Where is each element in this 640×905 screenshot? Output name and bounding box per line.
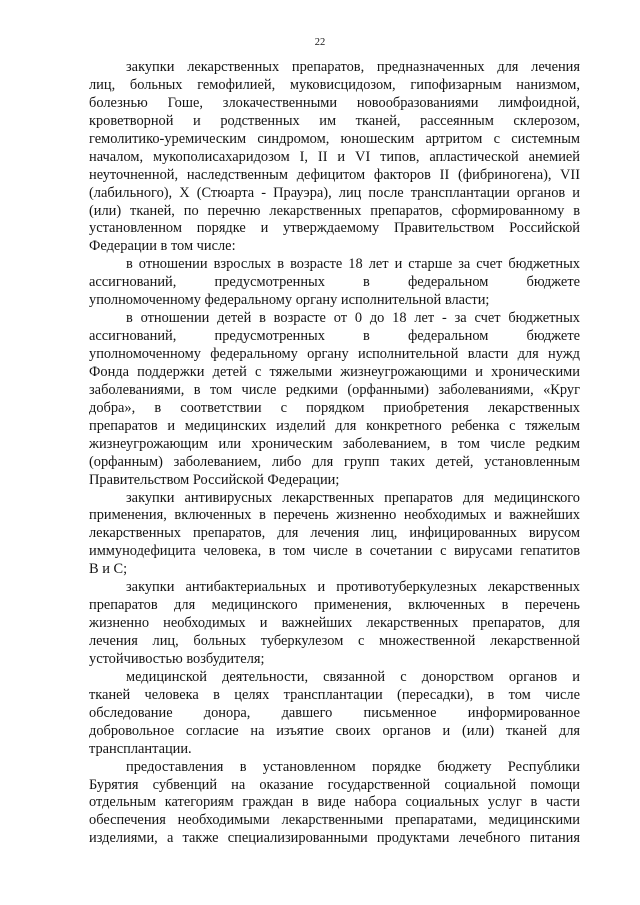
paragraph-3 [89,310,580,489]
text-line: обеспечения необходимыми лекарственными препаратами, медицинскими [89,812,580,829]
text-line: жизненно необходимых и важнейших лекарственных препаратов, для [89,615,580,632]
text-line: лекарственных препаратов, для лечения лиц, инфицированных вирусом [89,525,580,542]
text-line: (лабильного), X (Стюарта - Прауэра), лиц после трансплантации органов и [89,184,580,201]
text-line: закупки антивирусных лекарственных препаратов для медицинского [126,489,580,506]
text-line: тканей человека в целях трансплантации (пересадки), в том числе [89,686,580,703]
text-line: Федерации в том числе: [89,238,236,255]
text-line: в отношении взрослых в возрасте 18 лет и старше за счет бюджетных [126,256,580,273]
paragraph-1 [89,59,580,256]
paragraph-5 [89,579,580,669]
text-line: ассигнований, предусмотренных в федеральном бюджете [89,274,580,291]
text-line: применения, включенных в перечень жизненно необходимых и важнейших [89,507,580,524]
text-line: Правительством Российской Федерации; [89,471,340,488]
text-line: медицинской деятельности, связанной с донорством органов и [126,668,580,685]
text-line: устойчивостью возбудителя; [89,650,265,667]
text-line: (орфанным) заболеванием, либо для групп таких детей, установленным [89,453,580,470]
text-line: Фонда поддержки детей с тяжелыми жизнеугрожающими и хроническими [89,363,580,380]
text-line: добровольное согласие на изъятие своих органов и (или) тканей для [89,722,580,739]
text-line: заболеваниями, в том числе редкими (орфанными) заболеваниями, «Круг [89,381,580,398]
text-line: отдельным категориям граждан в виде набора социальных услуг в части [89,794,580,811]
text-line: препаратов для медицинского применения, включенных в перечень [89,597,580,614]
text-line: закупки антибактериальных и противотуберкулезных лекарственных [126,579,580,596]
text-line: гемолитико-уремическим синдромом, юношеским артритом с системным [89,130,580,147]
text-line: добра», в соответствии с порядком приобретения лекарственных [89,399,580,416]
page-number: 22 [314,37,326,48]
text-line: началом, мукополисахаридозом I, II и VI типов, апластической анемией [89,148,580,165]
text-line: лиц, больных гемофилией, муковисцидозом, гипофизарным нанизмом, [89,76,580,93]
text-line: ассигнований, предусмотренных в федеральном бюджете [89,328,580,345]
text-line: лечения лиц, больных туберкулезом с множественной лекарственной [89,633,580,649]
text-line: Бурятия субвенций на оказание государственной социальной помощи [89,776,580,793]
text-line: уполномоченному федеральному органу исполнительной власти; [89,292,490,309]
paragraph-2 [89,256,580,310]
text-line: предоставления в установленном порядке бюджету Республики [126,758,580,775]
text-line: жизнеугрожающим или хроническим заболеванием, в том числе редким [89,435,580,452]
paragraph-6 [89,669,580,759]
text-line: неуточненной, наследственным дефицитом факторов II (фибриногена), VII [89,166,580,183]
text-line: уполномоченному федеральному органу исполнительной власти для нужд [89,346,580,362]
text-line: иммунодефицита человека, в том числе в сочетании с вирусами гепатитов [89,543,580,560]
text-line: в отношении детей в возрасте от 0 до 18 лет - за счет бюджетных [126,310,580,327]
text-line: установленном порядке и утверждаемому Правительством Российской [89,220,580,237]
paragraph-7 [89,759,580,849]
text-line: кроветворной и родственных им тканей, рассеянным склерозом, [89,112,580,129]
text-line: обследование донора, давшего письменное информированное [89,704,580,721]
paragraph-4 [89,490,580,580]
text-line: закупки лекарственных препаратов, предназначенных для лечения [126,59,580,75]
text-line: болезнью Гоше, злокачественными новообразованиями лимфоидной, [89,94,580,111]
body-text [89,59,580,848]
text-line: препаратов и медицинских изделий для конкретного ребенка с тяжелым [89,417,580,434]
text-line: (или) тканей, по перечню лекарственных препаратов, сформированному в [89,202,580,219]
text-line: B и C; [89,561,128,578]
text-line: трансплантации. [89,740,192,757]
text-line: изделиями, а также специализированными продуктами лечебного питания [89,830,580,847]
